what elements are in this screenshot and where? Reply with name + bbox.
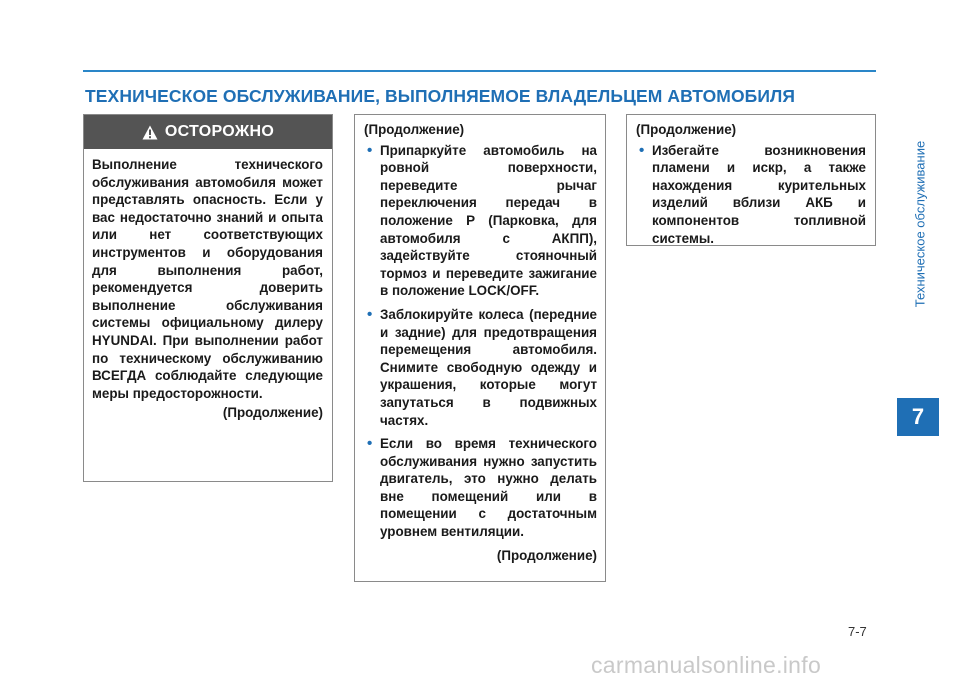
chapter-tab[interactable]: 7 <box>897 398 939 436</box>
list-item <box>364 306 597 429</box>
page-number: 7-7 <box>848 624 867 639</box>
warning-header <box>84 115 332 149</box>
warning-text: Выполнение технического обслуживания автомобиля может представлять опасность. Если у вас недостаточно знаний и опыта или нет соответствующих инструментов и оборудования для выполнения работ, рекомендуется доверить выполнение обслуживания системы официальному дилеру HYUNDAI. При выполнении работ по техническому обслуживанию ВСЕГДА соблюдайте следующие меры предосторожности. <box>92 157 323 401</box>
middle-continued-footer: (Продолжение) <box>496 547 597 563</box>
bullet-icon: • <box>367 141 373 159</box>
warning-continued: (Продолжение) <box>222 405 323 421</box>
warning-box <box>83 114 333 482</box>
list-item-text: Если во время технического обслуживания нужно запустить двигатель, это нужно делать вне помещений или в помещении с достаточным уровнем вентиляции. <box>380 436 597 540</box>
right-box <box>626 114 876 246</box>
list-item <box>364 142 597 300</box>
bullet-icon: • <box>367 435 373 453</box>
right-bullet-list <box>636 142 866 248</box>
warning-triangle-icon <box>142 125 158 140</box>
list-item-text: Заблокируйте колеса (передние и задние) для предотвращения перемещения автомобиля. Снимите свободную одежду и украшения, которые могут запутаться в подвижных частях. <box>380 306 597 428</box>
list-item <box>364 435 597 541</box>
middle-box <box>354 114 606 582</box>
header-rule <box>83 70 876 72</box>
warning-header-label: ОСТОРОЖНО <box>164 123 275 141</box>
watermark: carmanualsonline.info <box>591 652 822 678</box>
list-item <box>636 142 866 248</box>
bullet-icon: • <box>639 141 645 159</box>
side-chapter-label: Техническое обслуживание <box>912 140 928 308</box>
middle-bullet-list <box>364 142 597 541</box>
bullet-icon: • <box>367 305 373 323</box>
right-continued-header: (Продолжение) <box>636 122 737 137</box>
warning-body <box>84 149 332 422</box>
list-item-text: Избегайте возникновения пламени и искр, а также нахождения курительных изделий вблизи АКБ и компонентов топливной системы. <box>652 142 866 246</box>
list-item-text: Припаркуйте автомобиль на ровной поверхности, переведите рычаг переключения передач в положение P (Парковка, для автомобиля с АКПП), задействуйте стояночный тормоз и переведите зажигание в положение LOCK/OFF. <box>380 142 597 299</box>
middle-continued-header: (Продолжение) <box>364 122 465 137</box>
section-title: ТЕХНИЧЕСКОЕ ОБСЛУЖИВАНИЕ, ВЫПОЛНЯЕМОЕ ВЛАДЕЛЬЦЕМ АВТОМОБИЛЯ <box>85 86 796 106</box>
